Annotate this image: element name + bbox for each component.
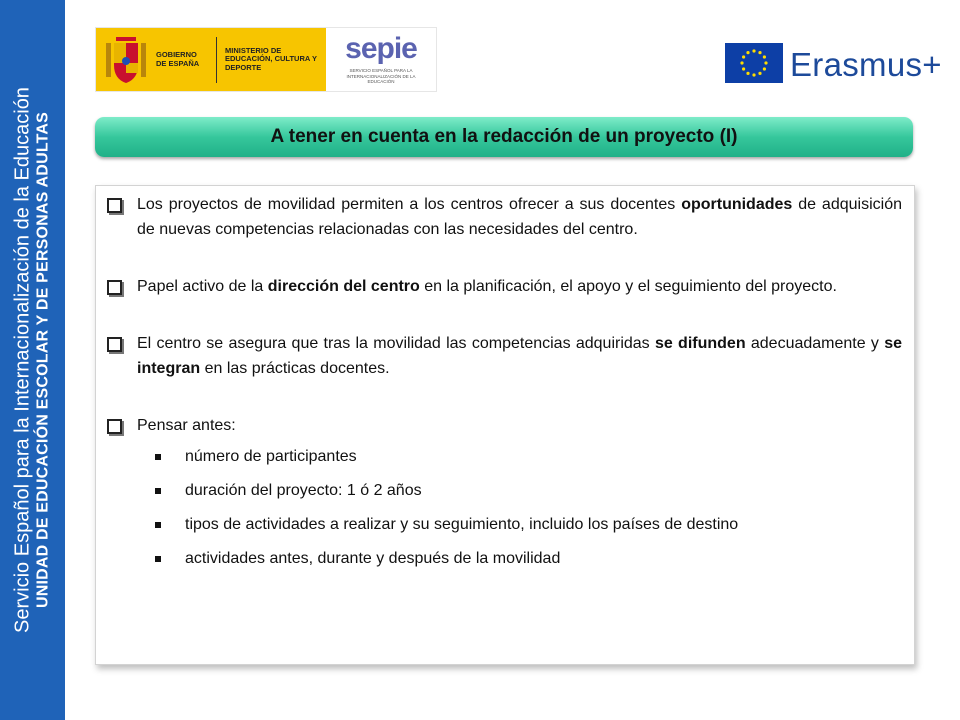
title-banner bbox=[95, 117, 913, 157]
sub-item-text: tipos de actividades a realizar y su seguimiento, incluido los países de destino bbox=[185, 516, 739, 533]
bullet-text: Papel activo de la bbox=[137, 278, 268, 295]
bullet-item bbox=[105, 192, 902, 242]
gov-yellow-panel bbox=[96, 28, 326, 91]
bullet-item bbox=[105, 274, 902, 299]
sidebar-band bbox=[0, 0, 65, 720]
ministerio-label: MINISTERIO DE EDUCACIÓN, CULTURA Y DEPORTE bbox=[225, 45, 317, 72]
bullet-list bbox=[105, 192, 902, 580]
sub-list-item bbox=[105, 444, 902, 469]
gov-divider bbox=[216, 37, 217, 83]
bullet-item bbox=[105, 413, 902, 438]
sepie-logo bbox=[326, 28, 436, 91]
sub-list-item bbox=[105, 546, 902, 571]
checkbox-bullet-icon bbox=[107, 337, 122, 352]
bullet-bold: oportunidades bbox=[681, 196, 793, 213]
bullet-text: El centro se asegura que tras la movilidad las competencias adquiridas bbox=[137, 335, 655, 352]
sepie-wordmark: sepie bbox=[345, 32, 417, 66]
bullet-bold: se difunden bbox=[654, 335, 746, 352]
bullet-bold: se integran bbox=[137, 335, 903, 377]
page-title: A tener en cuenta en la redacción de un proyecto (I) bbox=[270, 126, 738, 147]
sidebar-line-2: UNIDAD DE EDUCACIÓN ESCOLAR Y DE PERSONAS ADULTAS bbox=[34, 111, 52, 609]
gobierno-label: GOBIERNO DE ESPAÑA bbox=[156, 49, 200, 68]
bullet-bold: dirección del centro bbox=[267, 278, 420, 295]
sub-item-text: actividades antes, durante y después de la movilidad bbox=[185, 550, 561, 567]
sub-list-item bbox=[105, 478, 902, 503]
sub-item-text: duración del proyecto: 1 ó 2 años bbox=[185, 482, 422, 499]
sidebar-text bbox=[11, 10, 52, 710]
gov-sepie-logo bbox=[95, 27, 437, 92]
checkbox-bullet-icon bbox=[107, 198, 122, 213]
square-bullet-icon bbox=[155, 454, 161, 460]
bullet-text: en la planificación, el apoyo y el seguimiento del proyecto. bbox=[419, 278, 837, 295]
bullet-text: adecuadamente y bbox=[745, 335, 885, 352]
square-bullet-icon bbox=[155, 556, 161, 562]
coat-of-arms-icon bbox=[102, 33, 150, 87]
sub-list-item bbox=[105, 512, 902, 537]
bullet-text: en las prácticas docentes. bbox=[200, 360, 390, 377]
sub-item-text: número de participantes bbox=[185, 448, 357, 465]
checkbox-bullet-icon bbox=[107, 280, 122, 295]
sidebar-line-1: Servicio Español para la Internacionalización de la Educación bbox=[11, 87, 34, 633]
bullet-text: Los proyectos de movilidad permiten a los centros ofrecer a sus docentes bbox=[137, 196, 682, 213]
erasmus-plus-logo: Erasmus+ bbox=[790, 46, 942, 83]
eu-flag-icon bbox=[725, 43, 783, 83]
bullet-text: de adquisición de nuevas competencias relacionadas con las necesidades del centro. bbox=[137, 196, 902, 238]
square-bullet-icon bbox=[155, 522, 161, 528]
sepie-subtitle: SERVICIO ESPAÑOL PARA LA INTERNACIONALIZACIÓN DE LA EDUCACIÓN bbox=[346, 68, 416, 85]
bullet-text: Pensar antes: bbox=[137, 417, 236, 434]
checkbox-bullet-icon bbox=[107, 419, 122, 434]
bullet-item bbox=[105, 331, 902, 381]
square-bullet-icon bbox=[155, 488, 161, 494]
